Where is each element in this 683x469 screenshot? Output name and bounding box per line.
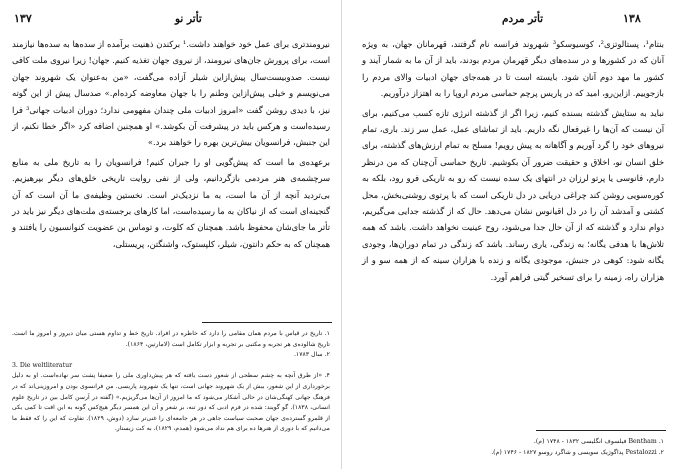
- body-text: [12, 36, 330, 255]
- footnote-divider: [536, 430, 666, 431]
- footnote: ۱. تاریخ در قیاس با مردم همان مقامی را دارد که خاطره در افراد. تاریخ خط و تداوم هستی میان دیروز و امروز ما است. تاریخ شالوده‌ی هر تجربه و مکتبی بر تجربه و ابزار تکامل است (لامارتین، ۱۸۶۴).: [12, 330, 330, 348]
- footnote: ۲. Pestalozzi پداگوژیک سویسی و شاگرد روسو ۱۸۲۷ - ۱۷۴۶ (م).: [491, 448, 664, 456]
- page-title: تأتر مردم: [502, 13, 544, 25]
- paragraph: برعهده‌ی ما است که پیش‌گویی او را جبران کنیم! فرانسویان را به تاریخ ملی به منابع سرچشمه‌ی هنر مردمی بازگردانیم، ولی از نفی روایت تاریخی خلق‌های دیگر بپرهیزیم. بی‌تردید آنچه از آن ما است، به ما نزدیک‌تر است. نخستین وظیفه‌ی ما آن است که آن گنجینه‌ای است که از نیاکان به ما رسیده‌است، اما کارهای برجسته‌ی ملت‌های دیگر نیز باید در تأتر ما جای‌شان محفوظ باشد. همچنان که کلوت، و توماس بن عضویت کنوانسیون را یافتند و همچنان که به حکم دانتون، شیلر، کلپستوک، واشنگتن، پریستلی،: [12, 156, 330, 249]
- page-number: ۱۳۸: [623, 12, 641, 25]
- paragraph: نباید به ستایش گذشته بسنده کنیم، زیرا اگر از گذشته انرژی تازه کسب می‌کنیم، برای آن نیست که آن‌ها را غیرفعال نگه داریم. باید از تماشای عمل، عمل سر زند. باری، تمام نیروهای خود را گرد آوریم و آگاهانه به پیش رویم! مسلح به تمام ارزش‌های گذشته، برای خلق انسان نو، اخلاق و حقیقت ضرور آن بکوشیم. تاریخ حماسی آن‌چنان که من درنظر دارم، فانوسی یا پرتو لرزان در انتهای یک سده نیست که رو به تاریکی فرو رود، بلکه به کوره‌سویی روشن کند چراغی دریایی در دل تاریکی است که با پرتوی روشنی‌بخش، محل کشتی و آمدشد آن را در دل اقیانوس نشان می‌دهد. حال که از گذشته جدایی می‌گیریم، دوام ندارد و گذشته که از آن حال جدا می‌شود، روح عینیت نخواهد داشت. باشد که همه تلاش‌ها با هدفی یگانه؛ به زندگی، یاری رساند. باشد که زندگی در تمام دوران‌ها، وجودی یگانه شود: کوهی در جنبش، موجودی یگانه و زنده با هزاران سینه که از همه سو و از هزاران راه، زمینه را برای تسخیر گیتی فراهم آورد.: [362, 107, 664, 282]
- footnote-divider: [202, 322, 332, 323]
- footnote: ۱. Bentham فیلسوف انگلیسی ۱۸۳۲ - ۱۷۴۸ (م).: [533, 438, 664, 445]
- footnote: ۲. سال ۱۷۸۳.: [293, 351, 330, 359]
- footnote: 3. Die weltliteratur: [12, 361, 73, 369]
- paragraph: نیرومندتری برای عمل خود خواهند داشت.¹ برکندن ذهنیت برآمده از سده‌ها به سده‌ها نیازمند است، برای پرورش جان‌های نیرومند، از نیروی جهان تغذیه کنیم. جهان! زیرا نیروی ملت کافی نیست. صدوبیست‌سال پیش‌ازاین شیلر آزاده می‌گفت، «من به‌عنوان یک شهروند جهان می‌نویسم و خیلی پیش‌ازاین وطنم را با جهان معاوضه کرده‌ام.» صدسال پیش از این گوته نیز، با دیدی روشن گفت «امروز ادبیات ملی چندان مفهومی ندارد؛ دوران ادبیات جهانی³ فرا رسیده‌است و هرکس باید در پیشرفت آن بکوشد.» او همچنین اضافه کرد «اگر خطا نکنم، از این جنبش، فرانسویان بیش‌ترین بهره را خواهند برد.»: [12, 39, 331, 148]
- page-title: تأتر نو: [175, 13, 202, 25]
- footnotes: [12, 329, 330, 435]
- page-number: ۱۳۷: [14, 12, 32, 25]
- footnotes: [362, 437, 664, 458]
- body-text: [362, 36, 664, 288]
- right-page: [342, 0, 683, 469]
- footnote: ۴. «از طرق آنچه به چشم سطحی از شعور دست یافته که هر پیش‌داوری ملی را ضعیفا پشت سر نهاده‌است. او به دلیل برخورداری از این شعور، بیش از یک شهروند جهانی است، تنها یک شهروند پاریسی. من فرانسوی بودن و امروزینی‌اند که در فرهنگ جهانی کهنگی‌شان در حالی آشکار می‌شود که ما امروز از آن‌ها می‌گریزیم.» (گفته در آرسن کامل بین در تاریخ علوم انسانی، ۱۸۳۸). گو گویند: شده در فرم ادبی که دور تنه، بر شعر و آن این همسر دیگر هیچ‌کس گونه به این افت تا کمی یکی از قلمرو گسترده‌ی جهان صحبت سیاست جاهی در هر جامعه‌ای را غنی‌تر سازد (دوش، ۱۸۲۹). تفاوت که این را که فقط ما می‌دانیم که با دوری از هنرها ده برای هم نداد می‌شود (همدم، ۱۸۲۹)، به کت زیستار.: [12, 372, 330, 433]
- paragraph: بنتام¹، پستالوتزی²، کوسیوسکو³ شهروند فرانسه نام گرفتند، قهرمانان جهان، به ویژه آنان که در کشورها و در سده‌های دیگر قهرمان مردم بودند، باید از آن ما به شمار آیند و کشور ما مهد دوم آنان شود. بایسته است تا در همه‌جای جهان ادبیات والای مردم را بازجوییم. ازاین‌رو، امید که در پاریس پرچم حماسی مردم اروپا را به اهتزاز درآوریم.: [362, 39, 664, 99]
- left-page: [0, 0, 341, 469]
